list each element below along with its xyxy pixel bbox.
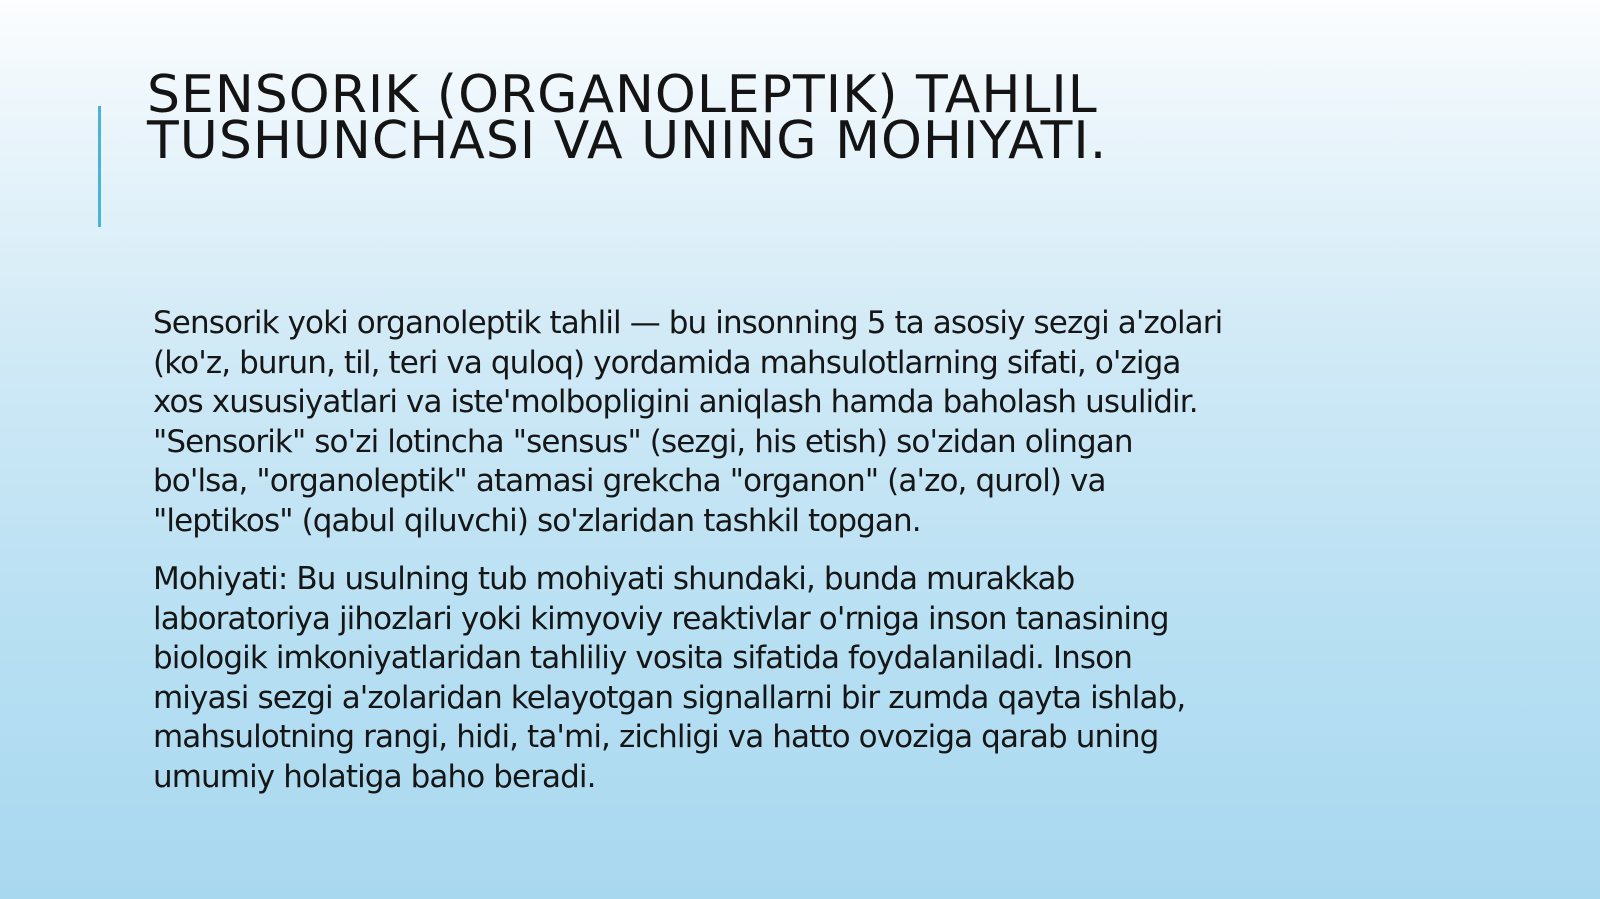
text-line: biologik imkoniyatlaridan tahliliy vosita sifatida foydalaniladi. Inson [153,640,1132,676]
text-line: (ko'z, burun, til, teri va quloq) yordamida mahsulotlarning sifati, o'ziga [153,344,1181,381]
title-line-1: SENSORIK (ORGANOLEPTIK) TAHLIL [147,65,1098,125]
text-line: Mohiyati: Bu usulning tub mohiyati shundaki, bunda murakkab [153,561,1075,597]
text-line: mahsulotning rangi, hidi, ta'mi, zichligi va hatto ovoziga qarab uning [153,719,1159,755]
text-line: laboratoriya jihozlari yoki kimyoviy reaktivlar o'rniga inson tanasining [153,600,1169,637]
slide-title [147,65,1507,171]
text-line: miyasi sezgi a'zolaridan kelayotgan signallarni bir zumda qayta ishlab, [153,679,1186,716]
text-line: Sensorik yoki organoleptik tahlil — bu insonning 5 ta asosiy sezgi a'zolari [153,305,1223,341]
text-line: xos xususiyatlari va iste'molbopligini aniqlash hamda baholash usulidir. [153,384,1198,420]
definition-paragraph [153,304,1453,541]
title-accent-bar [98,106,101,227]
text-line: "Sensorik" so'zi lotincha "sensus" (sezgi, his etish) so'zidan olingan [153,423,1133,460]
title-line-2: TUSHUNCHASI VA UNING MOHIYATI. [147,111,1108,171]
text-line: umumiy holatiga baho beradi. [153,758,596,795]
slide-body [153,304,1453,816]
text-line: bo'lsa, "organoleptik" atamasi grekcha "organon" (a'zo, qurol) va [153,463,1106,499]
text-line: "leptikos" (qabul qiluvchi) so'zlaridan tashkil topgan. [153,502,921,539]
essence-paragraph [153,560,1453,797]
